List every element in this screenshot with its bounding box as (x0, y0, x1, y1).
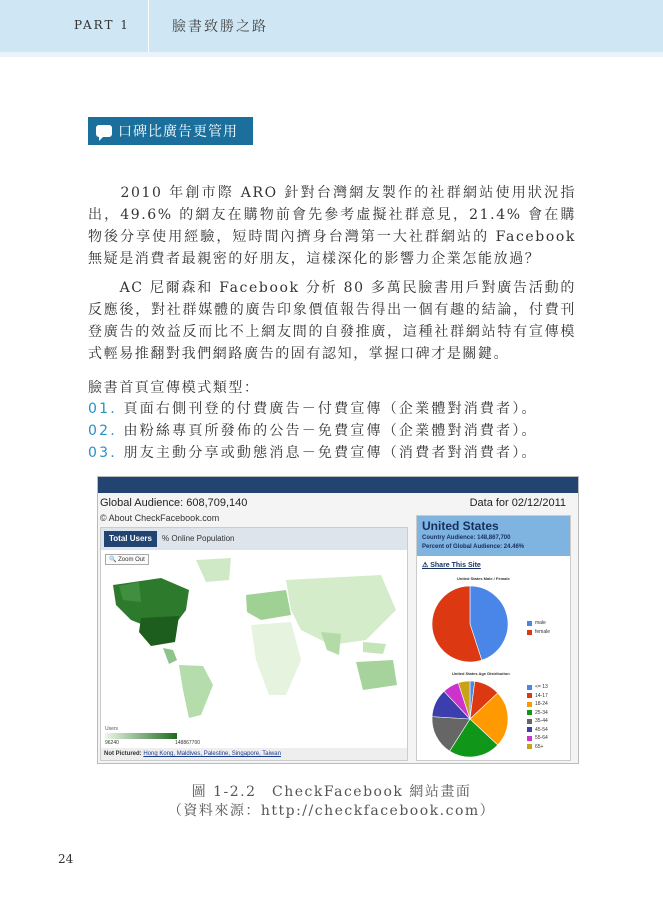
legend-swatch (527, 630, 532, 635)
legend-entry (527, 693, 548, 699)
speech-bubble-icon (96, 125, 112, 137)
color-scale (105, 733, 177, 739)
section-title: 口碑比廣告更管用 (118, 124, 238, 140)
list-number: 01. (88, 401, 117, 417)
part-label: PART 1 (74, 18, 130, 32)
tab-online-population[interactable]: % Online Population (162, 534, 235, 543)
users-legend-label: Users (105, 726, 119, 732)
scale-min: 96240 (105, 740, 119, 746)
list-text: 朋友主動分享或動態消息－免費宣傳（消費者對消費者）。 (123, 445, 538, 461)
legend-label: 55-64 (535, 735, 548, 741)
legend-swatch (527, 727, 532, 732)
legend-label: 65+ (535, 743, 544, 750)
not-pictured-bar (101, 748, 407, 760)
world-map-panel (100, 527, 408, 761)
legend-label: <= 13 (535, 684, 548, 690)
zoom-out-label: Zoom Out (118, 557, 145, 563)
legend-entry (527, 620, 546, 626)
legend-entry (527, 744, 543, 750)
legend-entry (527, 735, 548, 741)
legend-label: 18-24 (535, 701, 548, 707)
legend-swatch (527, 685, 532, 690)
legend-swatch (527, 702, 532, 707)
section-heading (88, 117, 253, 145)
list-item (88, 398, 538, 420)
legend-label: 45-54 (535, 726, 548, 733)
header-divider (148, 0, 149, 52)
tab-total-users[interactable]: Total Users (104, 531, 157, 547)
legend-swatch (527, 693, 532, 698)
scale-max: 148867700 (175, 740, 201, 746)
list-item (88, 442, 538, 464)
legend-swatch (527, 719, 532, 724)
country-audience: Country Audience: 148,867,700 (422, 535, 511, 541)
legend-label: female (535, 629, 551, 635)
age-pie-chart (422, 679, 522, 759)
top-bar (98, 477, 578, 493)
list-number: 02. (88, 423, 117, 439)
legend-entry (527, 629, 550, 635)
list-number: 03. (88, 445, 117, 461)
legend-entry (527, 701, 548, 707)
indonesia (363, 642, 386, 654)
about-link[interactable]: © About CheckFacebook.com (100, 513, 220, 523)
gender-pie-chart (422, 584, 522, 664)
page-header (0, 0, 663, 57)
global-audience: Global Audience: 608,709,140 (100, 497, 248, 509)
country-header (417, 516, 570, 556)
share-label: Share This Site (430, 562, 481, 569)
zoom-out-button[interactable]: 🔍 Zoom Out (105, 554, 149, 565)
legend-swatch (527, 744, 532, 749)
not-pictured-label: Not Pictured: (104, 751, 142, 757)
country-name: United States (422, 519, 499, 533)
list-text: 由粉絲專頁所發佈的公告－免費宣傳（企業體對消費者）。 (123, 423, 538, 439)
page-number: 24 (58, 852, 74, 866)
percent-global: Percent of Global Audience: 24.46% (422, 544, 525, 550)
data-date: Data for 02/12/2011 (469, 497, 566, 509)
paragraph-1: 2010 年創市際 ARO 針對台灣網友製作的社群網站使用狀況指出，49.6% 的網友在購物前會先參考虛擬社群意見，21.4% 會在購物後分享使用經驗，短時間內擠身台灣第一大社群網站的 Facebook 無疑是消費者最親密的好朋友，這樣深化的影響力企業怎能放過？ (88, 185, 576, 267)
share-link[interactable]: ⚠ Share This Site (422, 562, 481, 569)
legend-swatch (527, 710, 532, 715)
legend-swatch (527, 736, 532, 741)
world-map (101, 550, 407, 720)
legend-entry (527, 710, 548, 716)
list-item (88, 420, 538, 442)
checkfacebook-screenshot (97, 476, 579, 764)
figure-source: （資料來源：http://checkfacebook.com） (167, 803, 496, 819)
australia (356, 660, 397, 690)
promo-type-list (88, 398, 538, 464)
legend-swatch (527, 621, 532, 626)
list-intro: 臉書首頁宣傳模式類型： (88, 380, 260, 396)
list-text: 頁面右側刊登的付費廣告－付費宣傳（企業體對消費者）。 (123, 401, 538, 417)
paragraph-2: AC 尼爾森和 Facebook 分析 80 多萬民臉書用戶對廣告活動的反應後，對社群媒體的廣告印象價值報告得出一個有趣的結論，付費刊登廣告的效益反而比不上網友間的自發推廣，這種社群網站特有宣傳模式輕易推翻對我們網路廣告的固有認知，掌握口碑才是關鍵。 (88, 280, 576, 362)
country-panel (416, 515, 571, 761)
chart-title-gender: United States Male / Female (457, 576, 510, 581)
chapter-title: 臉書致勝之路 (172, 19, 268, 35)
not-pictured-list[interactable]: Hong Kong, Maldives, Palestine, Singapore, Taiwan (143, 751, 281, 757)
legend-entry (527, 684, 548, 690)
figure-caption: 圖 1-2.2 CheckFacebook 網站畫面 (191, 784, 472, 800)
legend-entry (527, 718, 548, 724)
legend-label: 35-44 (535, 718, 548, 724)
legend-label: 25-34 (535, 709, 548, 716)
legend-label: 14-17 (535, 692, 548, 699)
legend-label: male (535, 620, 546, 626)
map-tabs (101, 528, 407, 550)
legend-entry (527, 727, 548, 733)
chart-title-age: United States Age Distribution (452, 671, 510, 676)
